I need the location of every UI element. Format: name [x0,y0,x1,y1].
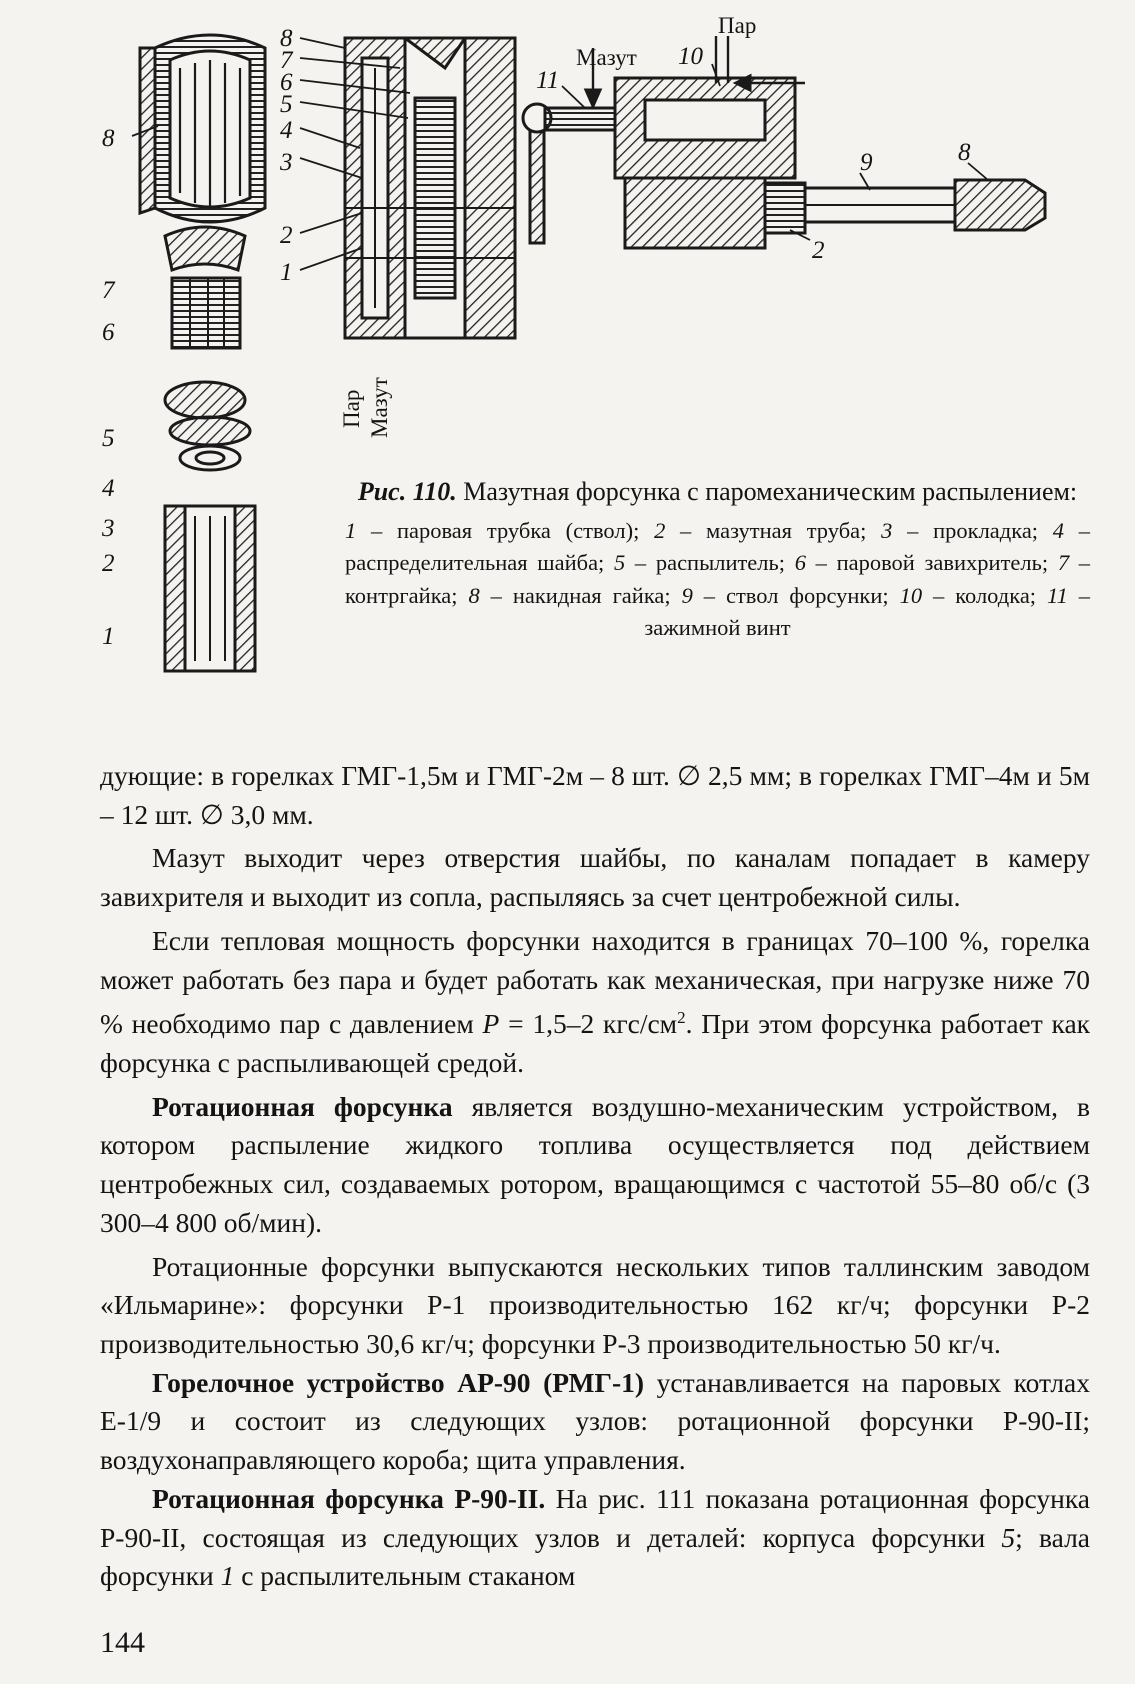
callout-2-left: 2 [102,550,115,577]
legend-num: 10 [899,582,923,608]
legend-text: накидная гайка; [512,582,671,608]
callout-3-left: 3 [102,515,115,542]
legend-num: 11 [1047,582,1068,608]
label-par: Пар [718,13,757,38]
caption-title [345,476,1090,508]
callout-1-section: 1 [280,259,293,286]
term-bold: Ротационная форсунка Р-90-II. [152,1482,546,1514]
paragraph: Ротационная форсунка является воздушно-механическим устройством, в котором распыление жидкого топлива осуществляется под действием центробежных сил, создаваемых ротором, вращающимся с частотой 55–80 об/с (3 300–4 800 об/мин). [100,1090,1090,1238]
body-text [100,757,1090,1596]
callout-8-right: 8 [958,139,971,166]
callout-8-section: 8 [280,25,293,52]
callout-6-left: 6 [102,319,115,346]
legend-num: 5 [613,550,626,576]
label-mazut: Мазут [576,45,637,70]
callout-7-section: 7 [280,47,293,74]
callout-7: 7 [102,277,115,304]
paragraph: Если тепловая мощность форсунки находится в границах 70–100 %, горелка может работать без пара и будет работать как механическая, при нагрузке ниже 70 % необходимо пар с давлением P = 1,5–2 кгс/$см^2$. При этом форсунка работает как форсунка с распыливающей средой. [100,924,1091,1079]
figure-caption [345,476,1090,645]
legend-text: распределительная шайба; [345,550,605,576]
section-view [345,38,515,338]
callout-9: 9 [860,149,873,176]
callout-1-left: 1 [102,623,115,650]
callout-6-section: 6 [280,69,293,96]
paragraph: Горелочное устройство АР-90 (РМГ-1) устанавливается на паровых котлах Е-1/9 и состоит из следующих узлов: ротационной форсунки Р-90-II; воздухонаправляющего короба; щита управления. [100,1366,1091,1476]
legend-text: ствол форсунки; [725,582,889,608]
callout-5-section: 5 [280,91,293,118]
legend-text: прокладка; [933,517,1039,543]
legend-text: мазутная труба; [706,517,867,543]
figure-number: Рис. 110. [357,477,457,506]
legend-num: 2 [654,517,666,543]
paragraph: Мазут выходит через отверстия шайбы, по каналам попадает в камеру завихрителя и выходит из сопла, распыляясь за счет центробежной силы. [100,842,1090,913]
legend-text: распылитель; [655,550,786,576]
caption-legend: 1 – паровая трубка (ствол); 2 – мазутная труба; 3 – прокладка; 4 – распределительная шайба; 5 – распылитель; 6 – паровой завихритель; 7 – контргайка; 8 – накидная гайка; 9 – ствол форсунки; 10 – колодка; 11 – зажимной винт [345,517,1091,641]
legend-num: 4 [1052,517,1065,543]
page-number: 144 [100,1626,145,1659]
legend-text: контргайка; [345,582,458,608]
figure-title: Мазутная форсунка с паромеханическим распылением: [463,477,1078,506]
term-bold: Горелочное устройство АР-90 (РМГ-1) [152,1366,645,1398]
legend-text: зажимной винт [644,615,791,641]
callout-2-right: 2 [812,237,825,264]
callout-4-left: 4 [102,475,115,502]
legend-num: 6 [794,550,806,576]
exploded-view [140,35,265,418]
term-bold: Ротационная форсунка [152,1090,453,1122]
paragraph: Ротационная форсунка Р-90-II. На рис. 111 показана ротационная форсунка Р-90-II, состоящая из следующих узлов и деталей: корпуса форсунки 5; вала форсунки 1 с распылительным стаканом [100,1482,1090,1592]
callout-3-section: 3 [280,149,293,176]
legend-num: 1 [345,517,357,543]
callout-10: 10 [678,43,703,70]
variable-p: P [482,1008,500,1040]
callout-11: 11 [536,67,560,94]
callout-2-section: 2 [280,222,293,249]
callout-8-left: 8 [102,125,115,152]
legend-num: 8 [468,582,480,608]
legend-num: 3 [881,517,893,543]
label-mazut-vertical: Мазут [367,377,392,438]
paragraph: Ротационные форсунки выпускаются нескольких типов таллинским заводом «Ильмарине»: форсунки Р-1 производительностью 162 кг/ч; форсунки Р-2 производительностью 30,6 кг/ч; форсунки Р-3 производительностью 50 кг/ч. [100,1250,1090,1359]
legend-text: паровой завихритель; [836,550,1049,576]
legend-text: паровая трубка (ствол); [396,517,640,543]
callout-5-left: 5 [102,425,115,452]
legend-num: 7 [1057,550,1070,576]
exploded-view-lower [140,396,360,676]
legend-num: 9 [681,582,693,608]
legend-text: колодка; [955,582,1037,608]
callout-4-section: 4 [280,117,293,144]
paragraph: дующие: в горелках ГМГ-1,5м и ГМГ-2м – 8 шт. ∅ 2,5 мм; в горелках ГМГ–4м и 5м – 12 шт. ∅ 3,0 мм. [100,760,1090,830]
label-par-vertical: Пар [339,389,364,428]
